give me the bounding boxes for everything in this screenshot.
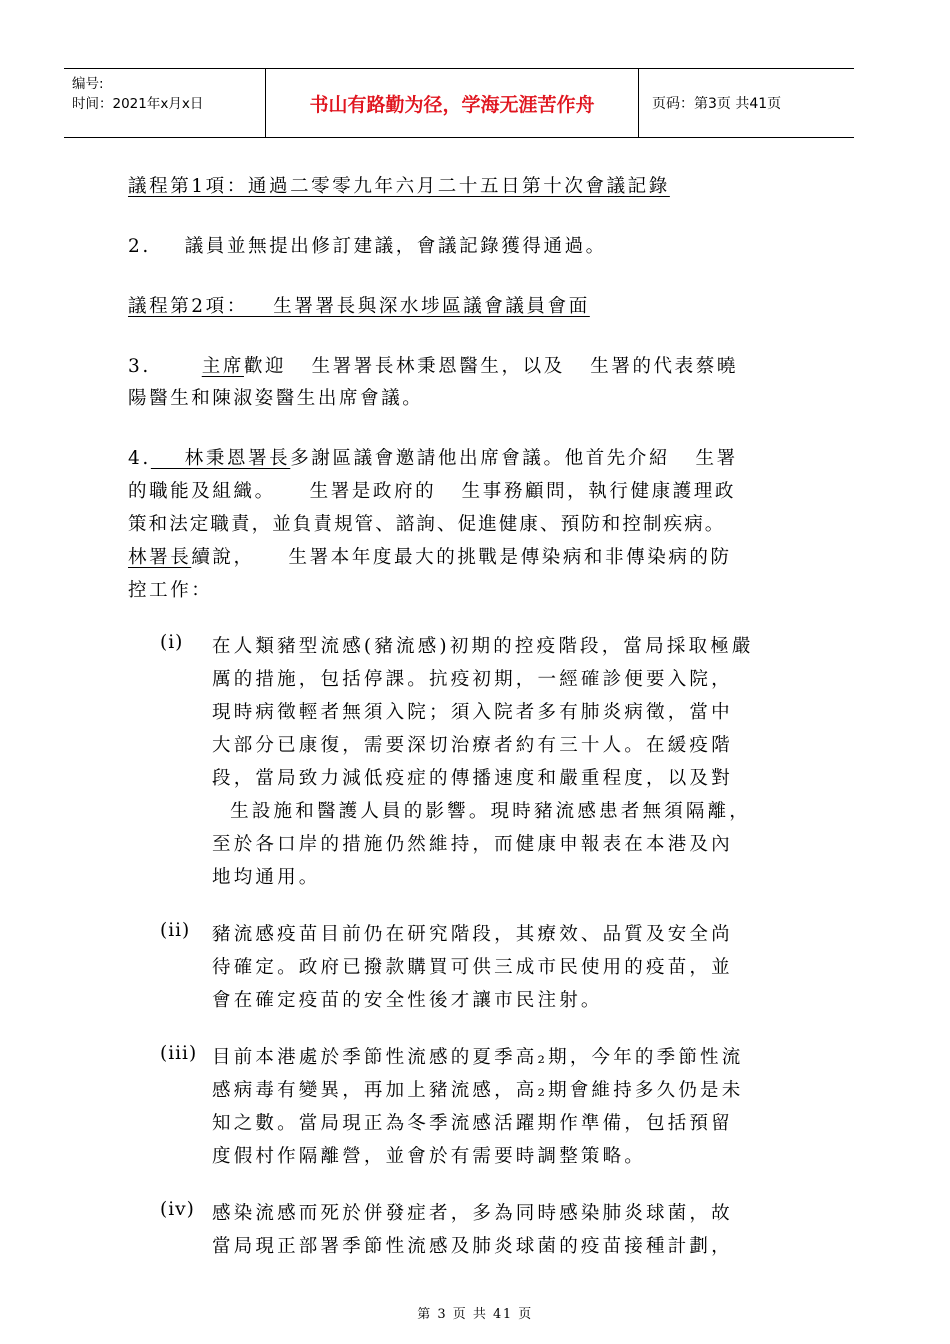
item-i-line: 至於各口岸的措施仍然維持，而健康申報表在本港及內 bbox=[212, 834, 733, 855]
item-label: (ii) bbox=[160, 920, 191, 941]
agenda-item-2: 議程第2項： 生署署長與深水埗區議會議員會面 bbox=[128, 296, 590, 317]
speaker-name: 林署長 bbox=[128, 547, 192, 568]
document-header bbox=[64, 68, 854, 138]
page-label-text: 页码：第3页 共41页 bbox=[652, 96, 782, 112]
item-label: (iv) bbox=[160, 1199, 195, 1220]
item-label: (iii) bbox=[160, 1043, 198, 1064]
header-meta-cell bbox=[64, 69, 266, 137]
item-label: (i) bbox=[160, 632, 184, 653]
paragraph-3-line-2: 陽醫生和陳淑姿醫生出席會議。 bbox=[128, 388, 424, 409]
item-iii-line: 度假村作隔離營，並會於有需要時調整策略。 bbox=[212, 1146, 647, 1167]
paragraph-4-line-3: 策和法定職責，並負責規管、諮詢、促進健康、預防和控制疾病。 bbox=[128, 514, 726, 535]
paragraph-text: 歡迎 生署署長林秉恩醫生，以及 生署的代表蔡曉 bbox=[243, 356, 738, 377]
paragraph-4-line-1 bbox=[128, 444, 738, 470]
item-i-line: 大部分已康復，需要深切治療者約有三十人。在緩疫階 bbox=[212, 735, 733, 756]
paragraph-text: 續說， 生署本年度最大的挑戰是傳染病和非傳染病的防 bbox=[191, 547, 732, 568]
item-i-line: 生設施和醫護人員的影響。現時豬流感患者無須隔離， bbox=[212, 801, 751, 822]
number-label: 编号: bbox=[72, 76, 104, 92]
paragraph-number: 4. bbox=[128, 448, 151, 469]
header-page-label bbox=[646, 69, 854, 137]
item-i-line: 段，當局致力減低疫症的傳播速度和嚴重程度，以及對 bbox=[212, 768, 733, 789]
item-iii-line: 目前本港處於季節性流感的夏季高₂期，今年的季節性流 bbox=[212, 1047, 744, 1068]
paragraph-2: 2. 議員並無提出修訂建議，會議記錄獲得通過。 bbox=[128, 236, 607, 257]
paragraph-4-line-5: 控工作： bbox=[128, 580, 213, 601]
header-motto: 书山有路勤为径，学海无涯苦作舟 bbox=[266, 69, 639, 137]
agenda-item-1: 議程第1項：通過二零零九年六月二十五日第十次會議記錄 bbox=[128, 176, 670, 197]
paragraph-4-line-2: 的職能及組織。 生署是政府的 生事務顧問，執行健康護理政 bbox=[128, 481, 736, 502]
item-ii-line: 會在確定疫苗的安全性後才讓市民注射。 bbox=[212, 990, 603, 1011]
paragraph-number: 3. bbox=[128, 356, 202, 377]
item-iii-line: 知之數。當局現正為冬季流感活躍期作準備，包括預留 bbox=[212, 1113, 733, 1134]
item-ii-line: 待確定。政府已撥款購買可供三成市民使用的疫苗，並 bbox=[212, 957, 733, 978]
item-i-line: 在人類豬型流感(豬流感)初期的控疫階段，當局採取極嚴 bbox=[212, 636, 754, 657]
item-iv-line: 當局現正部署季節性流感及肺炎球菌的疫苗接種計劃， bbox=[212, 1236, 733, 1257]
page-footer: 第 3 页 共 41 页 bbox=[417, 1307, 533, 1322]
item-i-line: 現時病徵輕者無須入院；須入院者多有肺炎病徵，當中 bbox=[212, 702, 733, 723]
item-iii-line: 感病毒有變異，再加上豬流感，高₂期會維持多久仍是未 bbox=[212, 1080, 744, 1101]
item-ii-line: 豬流感疫苗目前仍在研究階段，其療效、品質及安全尚 bbox=[212, 924, 733, 945]
item-i-line: 地均通用。 bbox=[212, 867, 321, 888]
paragraph-4-line-4 bbox=[128, 543, 732, 569]
speaker-name: 林秉恩署長 bbox=[150, 448, 291, 469]
chairman-label: 主席 bbox=[201, 356, 244, 377]
item-i-line: 厲的措施，包括停課。抗疫初期，一經確診便要入院， bbox=[212, 669, 733, 690]
paragraph-3-line-1 bbox=[128, 352, 738, 378]
time-label: 时间：2021年x月x日 bbox=[72, 96, 204, 112]
item-iv-line: 感染流感而死於併發症者，多為同時感染肺炎球菌，故 bbox=[212, 1203, 733, 1224]
paragraph-text: 多謝區議會邀請他出席會議。他首先介紹 生署 bbox=[290, 448, 738, 469]
